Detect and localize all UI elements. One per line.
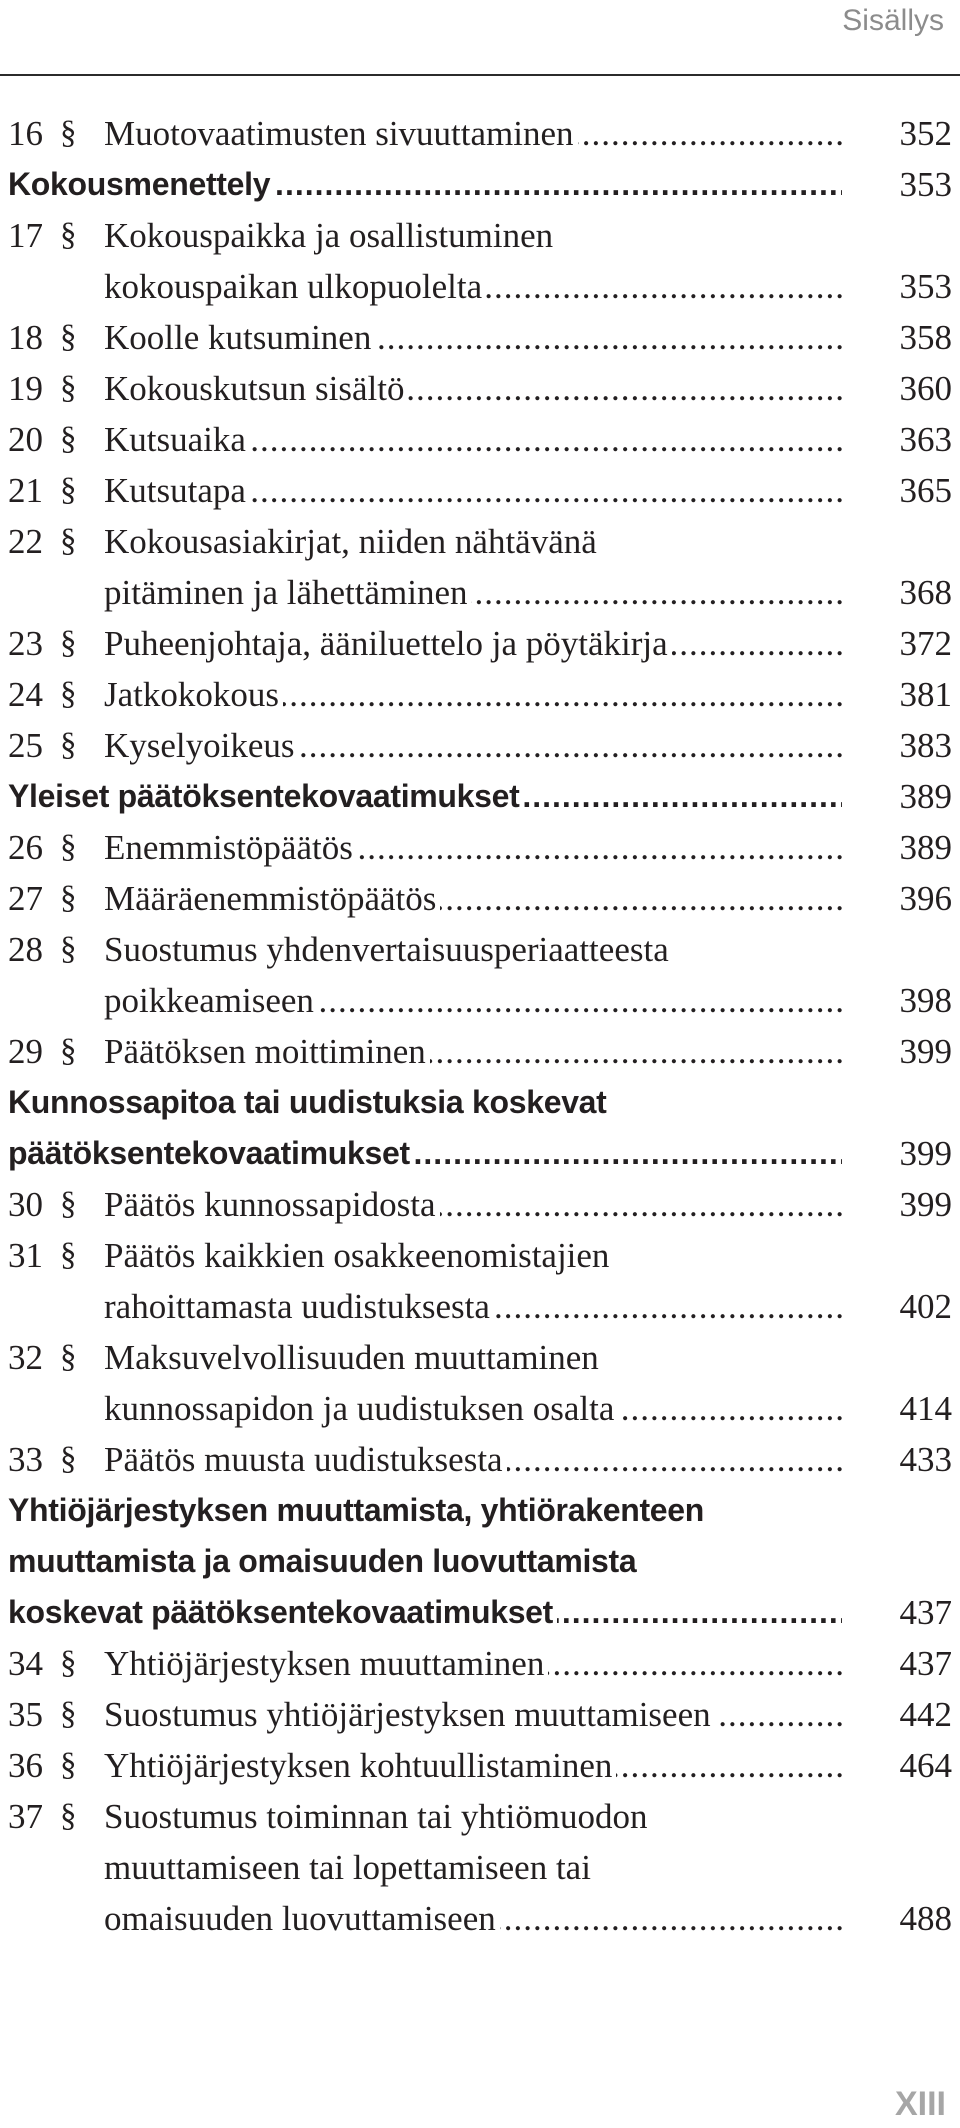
- page-number: 360: [899, 369, 952, 408]
- section-number: 37: [8, 1797, 43, 1836]
- section-number: 22: [8, 522, 43, 561]
- running-head: Sisällys: [842, 4, 944, 37]
- entry-label: Kutsutapa: [104, 471, 250, 510]
- entry-label: Muotovaatimusten sivuuttaminen: [104, 114, 578, 153]
- section-sign: §: [60, 1645, 77, 1681]
- section-sign: §: [60, 880, 77, 916]
- toc-entry-line: [8, 924, 952, 975]
- header-rule: [0, 74, 960, 76]
- section-sign: §: [60, 625, 77, 661]
- page-number: 363: [899, 420, 952, 459]
- section-number: 31: [8, 1236, 43, 1275]
- page-number: 464: [899, 1746, 952, 1785]
- section-number: 30: [8, 1185, 43, 1224]
- entry-label: Päätöksen moittiminen: [104, 1032, 430, 1071]
- section-number: 35: [8, 1695, 43, 1734]
- entry-label: kokouspaikan ulkopuolelta: [104, 267, 486, 306]
- section-sign: §: [60, 727, 77, 763]
- page-number: 399: [899, 1134, 952, 1173]
- section-sign: §: [60, 523, 77, 559]
- entry-label: Kokouskutsun sisältö: [104, 369, 408, 408]
- entry-label: Suostumus toiminnan tai yhtiömuodon: [104, 1797, 648, 1836]
- page-number: 437: [899, 1644, 952, 1683]
- section-number: 26: [8, 828, 43, 867]
- toc-entry-line: [8, 1230, 952, 1281]
- section-number: 16: [8, 114, 43, 153]
- entry-title: [104, 516, 842, 567]
- page-number: 437: [899, 1593, 952, 1632]
- entry-label: Päätös muusta uudistuksesta: [104, 1440, 507, 1479]
- section-number: 29: [8, 1032, 43, 1071]
- section-sign: §: [60, 1237, 77, 1273]
- entry-label: Koolle kutsuminen: [104, 318, 375, 357]
- section-sign: §: [60, 931, 77, 967]
- toc-heading-line: [8, 1077, 952, 1128]
- entry-title: [104, 1638, 842, 1689]
- section-number: 21: [8, 471, 43, 510]
- section-sign: §: [60, 217, 77, 253]
- entry-label: Kokousasiakirjat, niiden nähtävänä: [104, 522, 597, 561]
- heading-text: [8, 1485, 842, 1536]
- section-number: 28: [8, 930, 43, 969]
- section-sign: §: [60, 472, 77, 508]
- page-number: 442: [899, 1695, 952, 1734]
- toc-entry-line: [8, 312, 952, 363]
- toc-entry-line: [8, 669, 952, 720]
- page-number: 389: [899, 777, 952, 816]
- page-folio: XIII: [894, 2085, 946, 2123]
- section-sign: §: [60, 1798, 77, 1834]
- toc-entry-line: [8, 465, 952, 516]
- entry-label: Yhtiöjärjestyksen muuttaminen: [104, 1644, 548, 1683]
- page-number: 389: [899, 828, 952, 867]
- entry-title: [104, 312, 842, 363]
- page-number: 381: [899, 675, 952, 714]
- entry-label: Jatkokokous: [104, 675, 283, 714]
- page-number: 372: [899, 624, 952, 663]
- section-number: 27: [8, 879, 43, 918]
- section-number: 18: [8, 318, 43, 357]
- entry-title: [104, 1689, 842, 1740]
- entry-title: [104, 210, 842, 261]
- section-number: 19: [8, 369, 43, 408]
- toc-entry-line: [8, 1740, 952, 1791]
- page-number: 396: [899, 879, 952, 918]
- toc-entry-line: [8, 261, 952, 312]
- heading-text: [8, 771, 842, 822]
- heading-label: koskevat päätöksentekovaatimukset: [8, 1594, 557, 1630]
- section-number: 36: [8, 1746, 43, 1785]
- entry-title: [104, 720, 842, 771]
- toc-entry-line: [8, 210, 952, 261]
- toc-entry-line: [8, 1893, 952, 1944]
- entry-title: [104, 618, 842, 669]
- page-number: 414: [899, 1389, 952, 1428]
- entry-label: Enemmistöpäätös: [104, 828, 357, 867]
- entry-label: Kutsuaika: [104, 420, 250, 459]
- entry-title: [104, 873, 842, 924]
- entry-title: [104, 363, 842, 414]
- heading-label: Kunnossapitoa tai uudistuksia koskevat: [8, 1084, 607, 1120]
- entry-title: [104, 1842, 842, 1893]
- entry-title: [104, 669, 842, 720]
- section-sign: §: [60, 421, 77, 457]
- section-sign: §: [60, 319, 77, 355]
- heading-text: [8, 1128, 842, 1179]
- entry-title: [104, 1434, 842, 1485]
- entry-label: pitäminen ja lähettäminen: [104, 573, 471, 612]
- entry-title: [104, 1893, 842, 1944]
- section-sign: §: [60, 370, 77, 406]
- toc-entry-line: [8, 1026, 952, 1077]
- page-number: 399: [899, 1032, 952, 1071]
- entry-title: [104, 1740, 842, 1791]
- heading-label: päätöksentekovaatimukset: [8, 1135, 414, 1171]
- entry-title: [104, 465, 842, 516]
- section-sign: §: [60, 676, 77, 712]
- page-number: 399: [899, 1185, 952, 1224]
- toc-heading-line: [8, 1536, 952, 1587]
- toc-entry-line: [8, 567, 952, 618]
- entry-title: [104, 1179, 842, 1230]
- toc-heading-line: [8, 1587, 952, 1638]
- heading-text: [8, 1587, 842, 1638]
- entry-title: [104, 1791, 842, 1842]
- page-number: 368: [899, 573, 952, 612]
- section-number: 17: [8, 216, 43, 255]
- entry-label: Maksuvelvollisuuden muuttaminen: [104, 1338, 599, 1377]
- entry-label: Kokouspaikka ja osallistuminen: [104, 216, 554, 255]
- entry-label: muuttamiseen tai lopettamiseen tai: [104, 1848, 591, 1887]
- toc-entry-line: [8, 516, 952, 567]
- entry-label: Päätös kunnossapidosta: [104, 1185, 440, 1224]
- toc-heading-line: [8, 1128, 952, 1179]
- section-number: 24: [8, 675, 43, 714]
- section-sign: §: [60, 1339, 77, 1375]
- page-number: 353: [899, 165, 952, 204]
- entry-label: rahoittamasta uudistuksesta: [104, 1287, 494, 1326]
- entry-title: [104, 1281, 842, 1332]
- entry-label: poikkeamiseen: [104, 981, 318, 1020]
- toc-entry-line: [8, 108, 952, 159]
- entry-title: [104, 414, 842, 465]
- toc-entry-line: [8, 618, 952, 669]
- heading-label: Yhtiöjärjestyksen muuttamista, yhtiörakenteen: [8, 1492, 705, 1528]
- entry-label: Suostumus yhdenvertaisuusperiaatteesta: [104, 930, 669, 969]
- toc-heading-line: [8, 159, 952, 210]
- toc-entry-line: [8, 363, 952, 414]
- toc-entry-line: [8, 1638, 952, 1689]
- section-number: 23: [8, 624, 43, 663]
- toc-entry-line: [8, 822, 952, 873]
- entry-label: Puheenjohtaja, ääniluettelo ja pöytäkirja: [104, 624, 672, 663]
- toc-entry-line: [8, 1332, 952, 1383]
- toc-entry-line: [8, 1179, 952, 1230]
- toc-entry-line: [8, 1434, 952, 1485]
- section-number: 33: [8, 1440, 43, 1479]
- page-number: 402: [899, 1287, 952, 1326]
- section-sign: §: [60, 115, 77, 151]
- section-number: 20: [8, 420, 43, 459]
- entry-label: omaisuuden luovuttamiseen: [104, 1899, 500, 1938]
- entry-title: [104, 108, 842, 159]
- page-number: 352: [899, 114, 952, 153]
- section-number: 32: [8, 1338, 43, 1377]
- section-sign: §: [60, 829, 77, 865]
- entry-title: [104, 822, 842, 873]
- entry-label: Määräenemmistöpäätös: [104, 879, 440, 918]
- entry-title: [104, 1383, 842, 1434]
- section-sign: §: [60, 1696, 77, 1732]
- section-number: 34: [8, 1644, 43, 1683]
- toc-entry-line: [8, 873, 952, 924]
- entry-label: Yhtiöjärjestyksen kohtuullistaminen: [104, 1746, 616, 1785]
- toc-entry-line: [8, 1281, 952, 1332]
- section-sign: §: [60, 1186, 77, 1222]
- entry-title: [104, 567, 842, 618]
- toc-heading-line: [8, 1485, 952, 1536]
- entry-label: kunnossapidon ja uudistuksen osalta: [104, 1389, 618, 1428]
- entry-title: [104, 1026, 842, 1077]
- entry-label: Suostumus yhtiöjärjestyksen muuttamiseen: [104, 1695, 715, 1734]
- entry-title: [104, 261, 842, 312]
- toc-entry-line: [8, 1689, 952, 1740]
- section-number: 25: [8, 726, 43, 765]
- entry-title: [104, 924, 842, 975]
- page-number: 358: [899, 318, 952, 357]
- entry-title: [104, 1332, 842, 1383]
- heading-text: [8, 1077, 842, 1128]
- page-number: 365: [899, 471, 952, 510]
- entry-title: [104, 1230, 842, 1281]
- toc-entry-line: [8, 975, 952, 1026]
- heading-label: muuttamista ja omaisuuden luovuttamista: [8, 1543, 637, 1579]
- page-number: 353: [899, 267, 952, 306]
- section-sign: §: [60, 1441, 77, 1477]
- toc-entry-line: [8, 720, 952, 771]
- heading-text: [8, 159, 842, 210]
- toc-entry-line: [8, 1791, 952, 1842]
- toc-entry-line: [8, 414, 952, 465]
- heading-text: [8, 1536, 842, 1587]
- entry-label: Kyselyoikeus: [104, 726, 299, 765]
- toc-entry-line: [8, 1842, 952, 1893]
- page-number: 433: [899, 1440, 952, 1479]
- table-of-contents: [8, 108, 952, 1944]
- entry-title: [104, 975, 842, 1026]
- toc-entry-line: [8, 1383, 952, 1434]
- page-number: 488: [899, 1899, 952, 1938]
- toc-heading-line: [8, 771, 952, 822]
- heading-label: Kokousmenettely: [8, 166, 274, 202]
- entry-label: Päätös kaikkien osakkeenomistajien: [104, 1236, 610, 1275]
- page-number: 398: [899, 981, 952, 1020]
- section-sign: §: [60, 1747, 77, 1783]
- page-number: 383: [899, 726, 952, 765]
- heading-label: Yleiset päätöksentekovaatimukset: [8, 778, 524, 814]
- section-sign: §: [60, 1033, 77, 1069]
